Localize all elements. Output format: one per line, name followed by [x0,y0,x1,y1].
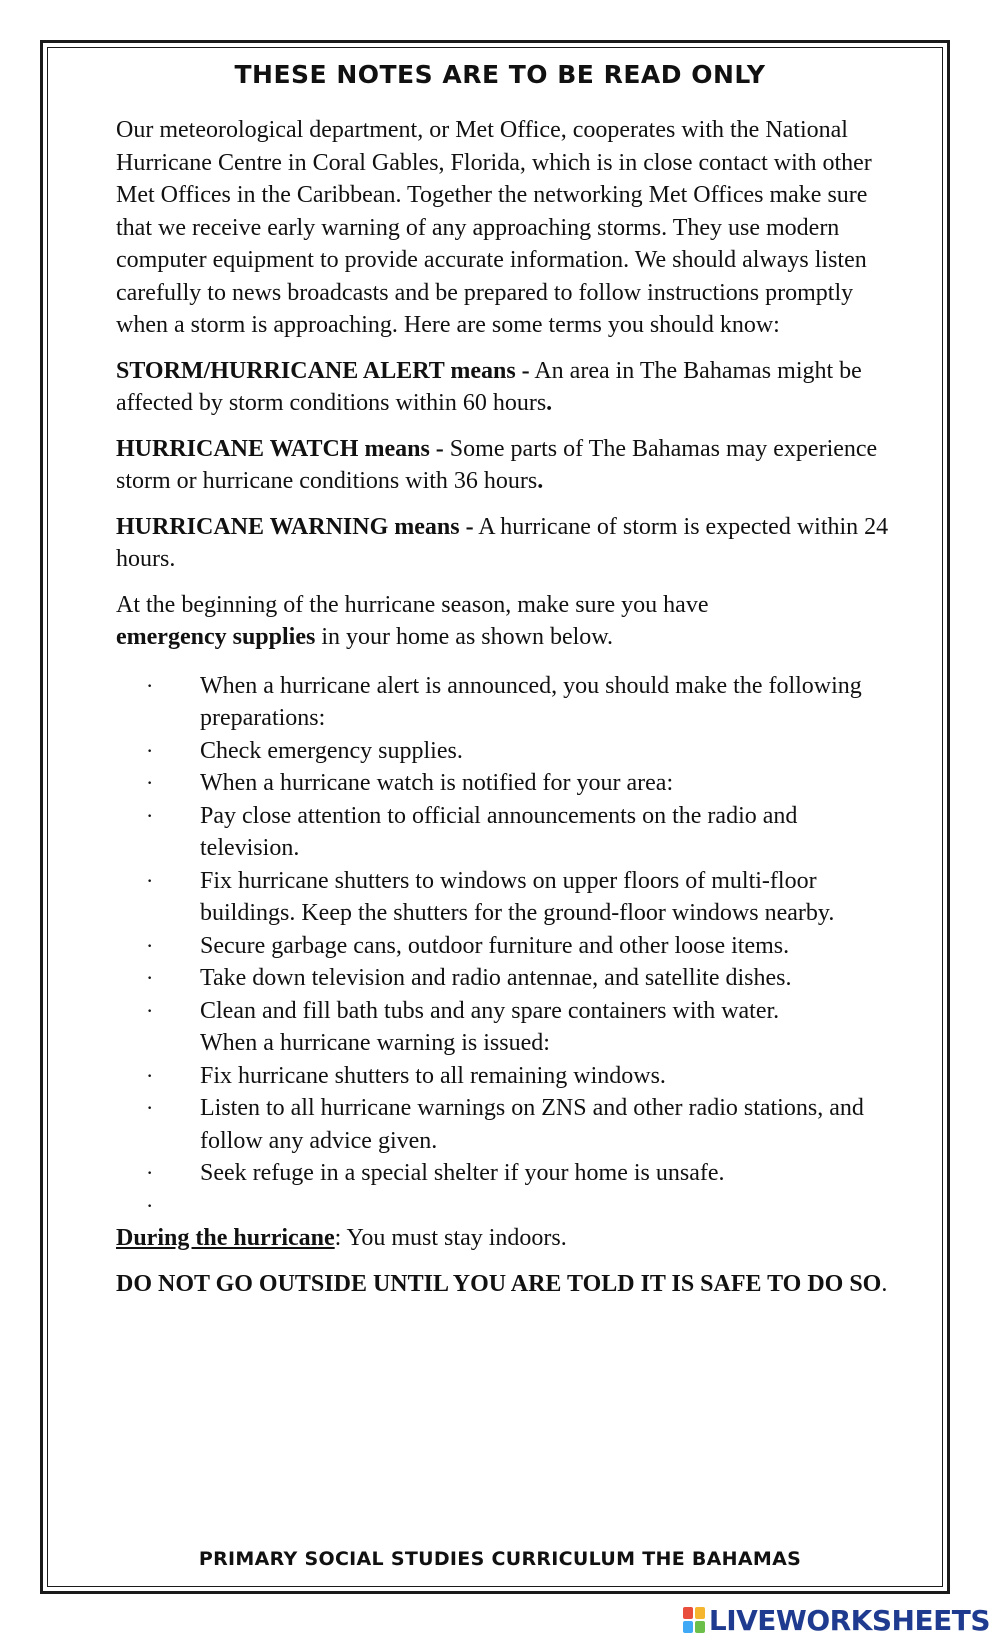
logo-tile [695,1621,705,1633]
term-alert [116,355,892,420]
term-end: . [537,468,544,494]
during-paragraph [116,1222,892,1255]
list-item: · Pay close attention to official announcements on the radio and television. [116,800,892,865]
term-warning [116,511,892,576]
term-definition: A hurricane of storm is expected within 24 hours. [116,513,889,572]
list-item: · Secure garbage cans, outdoor furniture and other loose items. [116,930,892,963]
liveworksheets-logo-icon [683,1607,705,1633]
term-label: STORM/HURRICANE ALERT means - [116,357,530,384]
supplies-text-end: in your home as shown below. [315,624,614,650]
safety-warning-end: . [881,1270,888,1297]
brand-name: LIVEWORKSHEETS [708,1603,990,1637]
term-label: HURRICANE WATCH means - [116,435,444,462]
list-item: · Listen to all hurricane warnings on ZNS and other radio stations, and follow any advice given. [116,1092,892,1157]
preparation-list [116,670,892,1190]
notes-body [116,114,892,1313]
list-item: · When a hurricane watch is notified for your area: [116,767,892,800]
list-item: · Check emergency supplies. [116,735,892,768]
list-item: · When a hurricane alert is announced, you should make the following preparations: [116,670,892,735]
list-item: · Fix hurricane shutters to all remaining windows. [116,1060,892,1093]
empty-list-item [116,1190,892,1223]
list-item: · Seek refuge in a special shelter if your home is unsafe. [116,1157,892,1190]
list-item: · Clean and fill bath tubs and any spare containers with water. [116,995,892,1028]
safety-warning [116,1268,892,1301]
term-definition: An area in The Bahamas might be affected by storm conditions within 60 hours [116,357,862,416]
list-item: When a hurricane warning is issued: [200,1030,550,1056]
curriculum-footer: PRIMARY SOCIAL STUDIES CURRICULUM THE BAHAMAS [198,1548,802,1570]
supplies-bold: emergency supplies [116,624,316,650]
logo-tile [683,1607,693,1619]
during-label: During the hurricane [116,1225,335,1251]
list-item: · Take down television and radio antennae, and satellite dishes. [116,962,892,995]
logo-tile [695,1607,705,1619]
term-watch [116,433,892,498]
term-label: HURRICANE WARNING means - [116,513,474,540]
liveworksheets-brand[interactable] [683,1603,990,1637]
list-item: · Fix hurricane shutters to windows on upper floors of multi-floor buildings. Keep the shutters for the ground-floor windows nearby. [116,865,892,930]
supplies-text: At the beginning of the hurricane season, make sure you have [116,591,709,618]
logo-tile [683,1621,693,1633]
supplies-paragraph [116,589,892,654]
during-text: : You must stay indoors. [334,1225,567,1251]
term-definition: Some parts of The Bahamas may experience storm or hurricane conditions with 36 hours [116,435,878,494]
term-end: . [546,390,553,416]
safety-warning-text: DO NOT GO OUTSIDE UNTIL YOU ARE TOLD IT IS SAFE TO DO SO [116,1270,882,1297]
intro-paragraph: Our meteorological department, or Met Office, cooperates with the National Hurricane Centre in Coral Gables, Florida, which is in close contact with other Met Offices in the Caribbean. Together the networking Met Offices make sure that we receive early warning of any approaching storms. They use modern computer equipment to provide accurate information. We should always listen carefully to news broadcasts and be prepared to follow instructions promptly when a storm is approaching. Here are some terms you should know: [116,117,872,338]
page-title: THESE NOTES ARE TO BE READ ONLY [234,60,766,89]
